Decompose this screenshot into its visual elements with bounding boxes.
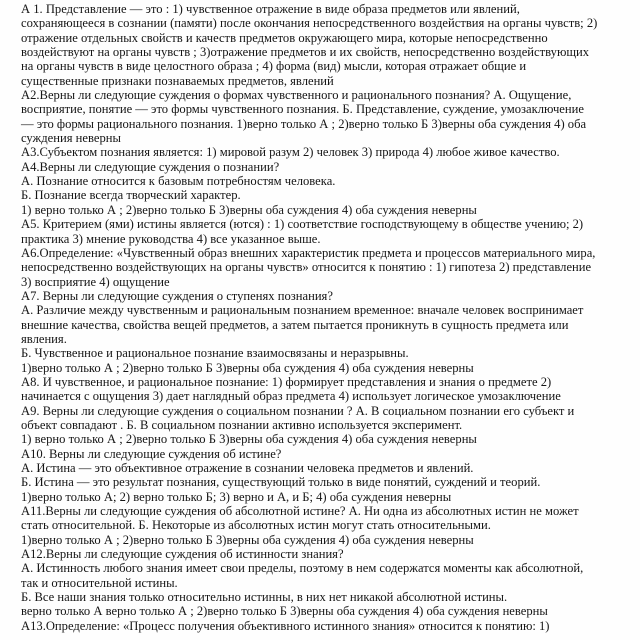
text-line: А. Различие между чувственным и рациональным познанием временное: вначале человек воспринимает bbox=[21, 303, 584, 318]
text-line: внешние качества, свойства вещей предметов, а затем пытается проникнуть в сущность предмета или bbox=[21, 317, 569, 332]
text-line: А3.Субъектом познания является: 1) мировой разум 2) человек 3) природа 4) любое живое качество. bbox=[21, 145, 560, 160]
text-line: 1) верно только А ; 2)верно только Б 3)верны оба суждения 4) оба суждения неверны bbox=[21, 432, 477, 447]
text-line: воздействуют на органы чувств ; 3)отражение предметов и их свойств, непосредственно воздействующих bbox=[21, 45, 590, 60]
text-line: стать относительной. Б. Некоторые из абсолютных истин могут стать относительными. bbox=[21, 518, 491, 533]
text-line: 1)верно только А; 2) верно только Б; 3) верно и А, и Б; 4) оба суждения неверны bbox=[21, 489, 452, 504]
text-line bbox=[21, 633, 635, 640]
text-line: А11.Верны ли следующие суждения об абсолютной истине? А. Ни одна из абсолютных истин не может bbox=[21, 504, 579, 519]
text-line: восприятие, понятие — это формы чувственного познания. Б. Представление, суждение, умозаключение bbox=[21, 102, 584, 117]
text-line: так и относительной истины. bbox=[21, 575, 178, 590]
text-line: А. Познание относится к базовым потребностям человека. bbox=[21, 174, 336, 189]
text-line: Б. Познание всегда творческий характер. bbox=[21, 188, 241, 203]
text-line: 1)верно только А ; 2)верно только Б 3)верны оба суждения 4) оба суждения неверны bbox=[21, 532, 474, 547]
text-line: 3) восприятие 4) ощущение bbox=[21, 274, 170, 289]
text-line: непосредственно воздействующих на органы чувств» относится к понятию : 1) гипотеза 2) представление bbox=[21, 260, 592, 275]
text-line: явления. bbox=[21, 331, 67, 346]
text-line: 1)верно только А ; 2)верно только Б 3)верны оба суждения 4) оба суждения неверны bbox=[21, 360, 474, 375]
text-line: сохраняющееся в сознании (памяти) после окончания непосредственного воздействия на органы чувств; 2) bbox=[21, 16, 598, 31]
text-line: объект совпадают . Б. В социальном познании активно используется эксперимент. bbox=[21, 417, 463, 432]
text-line: начинается с ощущения 3) дает наглядный образ предмета 4) использует логическое умозаключение bbox=[21, 389, 561, 404]
text-line: на органы чувств в виде целостного образа ; 4) форма (вид) мысли, которая отражает общие и bbox=[21, 59, 527, 74]
text-line: Б. Истина — это результат познания, существующий только в виде понятий, суждений и теорий. bbox=[21, 475, 541, 490]
text-line: суждения неверны bbox=[21, 131, 121, 146]
text-line: А5. Критерием (ями) истины является (ются) : 1) соответствие господствующему в обществе учению; 2) bbox=[21, 217, 584, 232]
text-line: Б. Все наши знания только относительно истинны, в них нет никакой абсолютной истины. bbox=[21, 590, 508, 605]
text-line: Б. Чувственное и рациональное познание взаимосвязаны и неразрывны. bbox=[21, 346, 409, 361]
text-line: практика 3) мнение руководства 4) все указанное выше. bbox=[21, 231, 321, 246]
text-line: А13.Определение: «Процесс получения объективного истинного знания» относится к понятию: 1) bbox=[21, 618, 550, 633]
text-line: А2.Верны ли следующие суждения о формах чувственного и рационального познания? А. Ощущение, bbox=[21, 88, 572, 103]
text-line: А4.Верны ли следующие суждения о познании? bbox=[21, 159, 280, 174]
text-line: отражение отдельных свойств и качеств предметов окружающего мира, которые непосредственно bbox=[21, 30, 548, 45]
text-line: А8. И чувственное, и рациональное познание: 1) формирует представления и знания о предмете 2) bbox=[21, 374, 552, 389]
text-line: А 1. Представление — это : 1) чувственное отражение в виде образа предметов или явлений, bbox=[21, 2, 520, 16]
text-line: А7. Верны ли следующие суждения о ступенях познания? bbox=[21, 288, 333, 303]
text-line: существенные признаки познаваемых предметов, явлений bbox=[21, 73, 334, 88]
text-line: А. Истинность любого знания имеет свои пределы, поэтому в нем содержатся моменты как абсолютной, bbox=[21, 561, 584, 576]
text-line: А9. Верны ли следующие суждения о социальном познании ? А. В социальном познании его субъект и bbox=[21, 403, 575, 418]
text-line: А12.Верны ли следующие суждения об истинности знания? bbox=[21, 547, 344, 562]
text-line: А6.Определение: «Чувственный образ внешних характеристик предмета и процессов материального мира, bbox=[21, 245, 596, 260]
text-line: А. Истина — это объективное отражение в сознании человека предметов и явлений. bbox=[21, 461, 474, 475]
text-line: — это формы рационального познания. 1)верно только А ; 2)верно только Б 3)верны оба суждения 4) оба bbox=[21, 116, 587, 131]
text-line: А10. Верны ли следующие суждения об истине? bbox=[21, 446, 282, 461]
text-line: 1) верно только А ; 2)верно только Б 3)верны оба суждения 4) оба суждения неверны bbox=[21, 202, 477, 217]
text-line: верно только А верно только А ; 2)верно только Б 3)верны оба суждения 4) оба суждения неверны bbox=[21, 604, 548, 619]
document-text bbox=[21, 2, 635, 640]
